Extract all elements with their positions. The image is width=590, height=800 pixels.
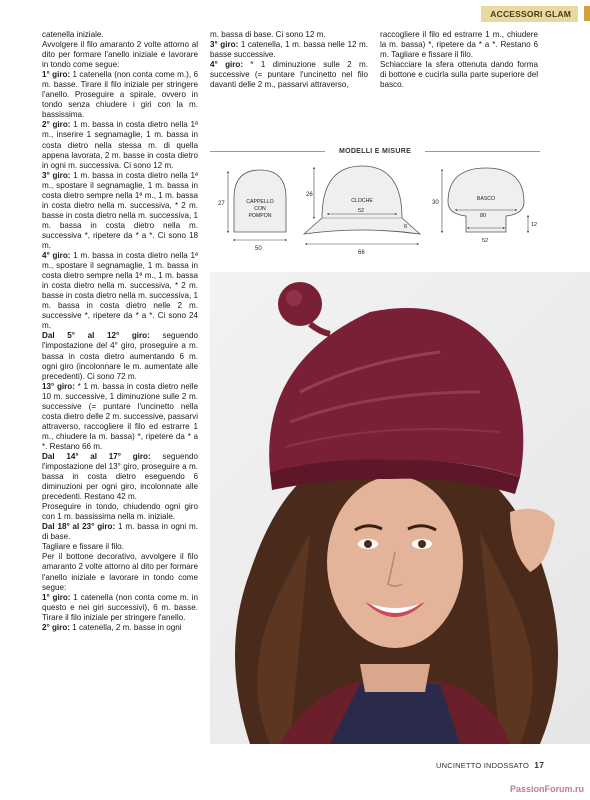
instruction-paragraph	[42, 70, 198, 120]
instruction-text: 1 catenella, 2 m. basse in ogni	[69, 622, 182, 632]
round-label: 4° giro:	[210, 60, 244, 70]
diagrams-title: MODELLI E MISURE	[338, 148, 412, 155]
instruction-paragraph	[42, 382, 198, 452]
instruction-text: Tagliare e fissare il filo.	[42, 542, 124, 552]
instruction-paragraph	[42, 502, 198, 522]
cappello-width: 50	[255, 246, 262, 252]
instruction-text: 1 m. bassa in ogni m. di base.	[42, 522, 198, 542]
instruction-paragraph	[210, 30, 368, 40]
size-diagrams	[210, 160, 542, 260]
instruction-text: * 1 m. bassa in costa dietro nelle 10 m. successive, 1 diminuzione sulle 2 m. successive (= puntare l'uncinetto nella costa dietro delle 2 m. successive, passarvi attraverso, raccogliere il filo ed estrarre 1 m., chiudere la m. bassa) *, ripetere da * a *. Restano 66 m.	[42, 381, 198, 451]
round-label: 4° giro:	[42, 251, 71, 261]
cappello-label-3: POMPON	[248, 213, 272, 219]
instruction-paragraph	[380, 30, 538, 60]
cappello-label-2: CON	[254, 206, 266, 212]
round-label: 2° giro:	[42, 622, 70, 632]
header-accent-bar	[584, 6, 590, 21]
round-label: 2° giro:	[42, 120, 71, 130]
cappello-height: 27	[218, 201, 225, 207]
round-label: 3° giro:	[42, 170, 71, 180]
section-tag: ACCESSORI GLAM	[481, 6, 578, 22]
model-photo-illustration	[210, 272, 590, 744]
basco-height: 30	[432, 200, 439, 206]
instruction-text: 1 catenella (non conta come m.), 6 m. basse. Tirare il filo iniziale per stringere l'anello. Proseguire a spirale, ovvero in tondo senza chiudere i giri con la m. bassissima.	[42, 70, 198, 120]
instruction-paragraph	[42, 120, 198, 170]
instruction-paragraph	[42, 452, 198, 502]
diagram-basco	[432, 168, 537, 244]
instruction-text: seguendo l'impostazione del 4° giro, proseguire a m. bassa in costa dietro aumentando 6 m. ogni giro (incolonnare le m. aumentate alle precedenti). Ci sono 72 m.	[42, 331, 198, 381]
instruction-text: Avvolgere il filo amaranto 2 volte attorno al dito per formare l'anello iniziale e lavorare in tondo come segue:	[42, 40, 198, 70]
basco-side: 12	[531, 222, 538, 228]
round-label: 1° giro:	[42, 592, 71, 602]
instruction-paragraph	[42, 522, 198, 542]
instruction-text: 1 catenella (non conta come m. in questo e nei giri successivi), 6 m. basse. Tirare il filo iniziale per stringere l'anello.	[42, 592, 198, 622]
instructions-column-1	[42, 30, 198, 748]
instruction-text: catenella iniziale.	[42, 30, 104, 39]
instruction-text: Per il bottone decorativo, avvolgere il filo amaranto 2 volte attorno al dito per formare l'anello iniziale e lavorare in tondo come segue:	[42, 552, 198, 592]
diagram-cloche	[304, 166, 420, 256]
instruction-text: 1 catenella, 1 m. bassa nelle 12 m. basse successive.	[210, 40, 368, 60]
instruction-text: 1 m. bassa in costa dietro nella 1ª m., inserire 1 segnamaglie, 1 m. bassa in costa dietro nella stessa m. di quella appena lavorata, 2 m. basse in costa dietro in ogni m. successiva. Ci sono 12 m.	[42, 120, 198, 170]
instruction-text: m. bassa di base. Ci sono 12 m.	[210, 30, 326, 39]
round-label: Dal 14° al 17° giro:	[42, 451, 151, 461]
round-label: Dal 5° al 12° giro:	[42, 331, 150, 341]
cloche-inner-width: 52	[358, 208, 365, 214]
cloche-label: CLOCHE	[351, 198, 373, 204]
instruction-paragraph	[42, 593, 198, 623]
instruction-text: raccogliere il filo ed estrarre 1 m., chiudere la m. bassa) *, ripetere da * a *. Restano 6 m. Tagliare e fissare il filo.	[380, 30, 538, 60]
cloche-brim: 6	[404, 224, 408, 230]
instruction-text: 1 m. bassa in costa dietro nella 1ª m., spostare il segnamaglie, 1 m. bassa in costa dietro sempre nella 1ª m., 1 m. bassa in costa dietro nella m. successiva, * 2 m. basse in costa dietro nella m. successiva, 1 m. bassa in costa dietro nelle 2 m. successive *, ripetere da * a *. Ci sono 24 m.	[42, 251, 198, 331]
cloche-height: 26	[306, 192, 313, 198]
instruction-paragraph	[380, 60, 538, 90]
round-label: 13° giro:	[42, 381, 75, 391]
instruction-paragraph	[42, 30, 198, 40]
page-footer	[436, 760, 544, 770]
basco-inner-width: 52	[482, 238, 489, 244]
instruction-text: seguendo l'impostazione del 13° giro, proseguire a m. bassa in costa dietro eseguendo 6 diminuzioni per ogni giro, incolonnate alle precedenti. Restano 42 m.	[42, 451, 198, 502]
instruction-paragraph	[42, 552, 198, 592]
instruction-paragraph	[42, 331, 198, 381]
instruction-paragraph	[42, 40, 198, 70]
watermark: PassionForum.ru	[509, 784, 584, 794]
instruction-paragraph	[210, 60, 368, 90]
round-label: Dal 18° al 23° giro:	[42, 522, 116, 532]
model-photo	[210, 272, 590, 744]
diagram-cappello	[218, 170, 286, 252]
instruction-text: * 1 diminuzione sulle 2 m. successive (= puntare l'uncinetto nel filo davanti delle 2 m., passarvi attraverso,	[210, 60, 368, 90]
instruction-text: Schiacciare la sfera ottenuta dando forma di bottone e cucirla sulla parte superiore del basco.	[380, 60, 538, 90]
instruction-paragraph	[42, 251, 198, 331]
magazine-name: UNCINETTO INDOSSATO	[436, 761, 529, 770]
instruction-paragraph	[42, 623, 198, 633]
basco-label: BASCO	[476, 196, 496, 202]
instructions-column-2	[210, 30, 368, 122]
instruction-text: Proseguire in tondo, chiudendo ogni giro con 1 m. bassissima nella m. iniziale.	[42, 502, 198, 522]
instruction-paragraph	[210, 40, 368, 60]
instructions-column-3	[380, 30, 538, 122]
instruction-text: 1 m. bassa in costa dietro nella 1ª m., spostare il segnamaglie, 1 m. bassa in costa dietro sempre nella 1ª m., 1 m. bassa in costa dietro nella m. successiva, * 2 m. basse in costa dietro nella m. successiva, 1 m. bassa in costa dietro nella m. successiva *, ripetere da * a *. Ci sono 18 m.	[42, 170, 198, 250]
round-label: 1° giro:	[42, 70, 71, 80]
cappello-label-1: CAPPELLO	[246, 199, 274, 205]
instruction-paragraph	[42, 542, 198, 552]
page-number: 17	[534, 760, 545, 770]
basco-top-width: 80	[480, 213, 487, 219]
cloche-width: 66	[358, 250, 365, 256]
round-label: 3° giro:	[210, 40, 239, 50]
instruction-paragraph	[42, 171, 198, 251]
